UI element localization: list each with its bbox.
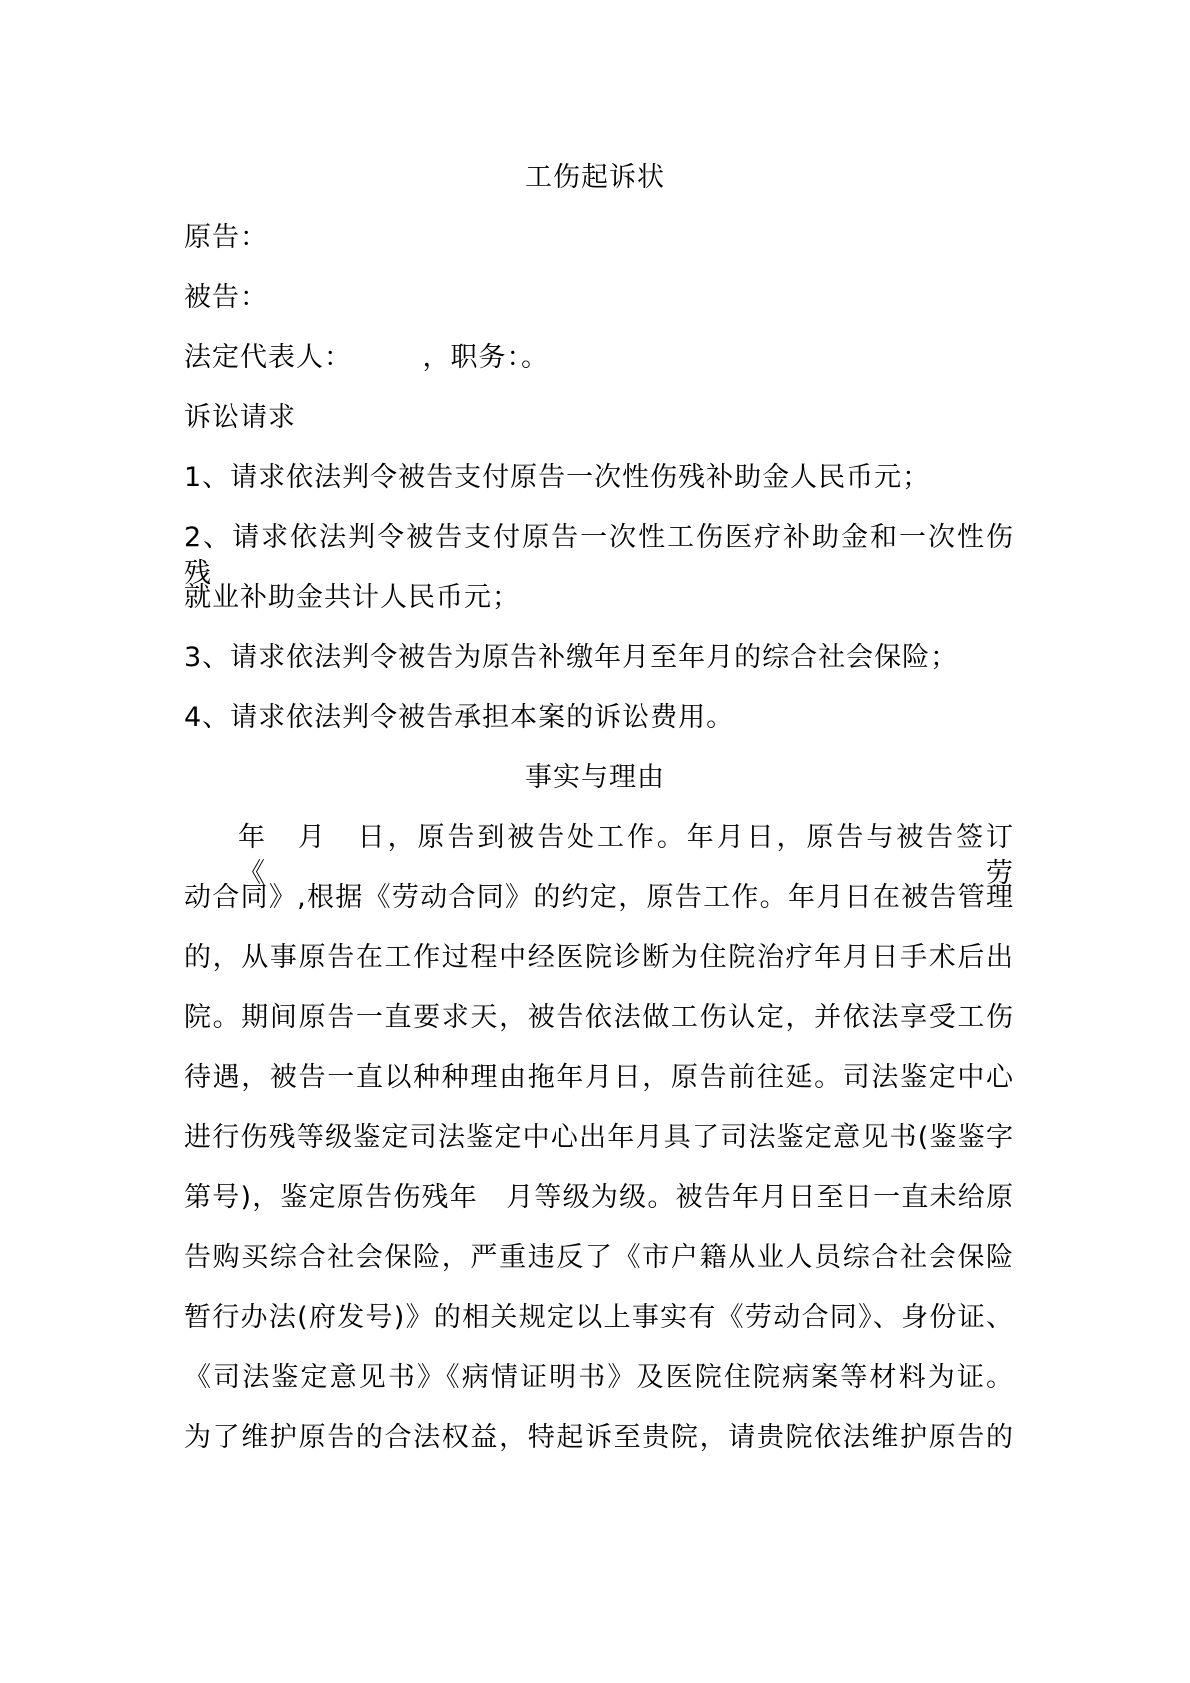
claim-item-2: 2、请求依法判令被告支付原告一次性工伤医疗补助金和一次性伤残 [184,522,1014,589]
claim-item-4: 4、请求依法判令被告承担本案的诉讼费用。 [184,702,735,733]
facts-line: 告购买综合社会保险，严重违反了《市户籍从业人员综合社会保险 [184,1242,1014,1273]
claim-item-3: 3、请求依法判令被告为原告补缴年月至年月的综合社会保险； [184,642,959,673]
facts-heading: 事实与理由 [525,762,665,793]
defendant-label: 被告： [184,282,268,313]
facts-line: 院。期间原告一直要求天，被告依法做工伤认定，并依法享受工伤 [184,1002,1014,1033]
facts-line: 暂行办法(府发号)》的相关规定以上事实有《劳动合同》、身份证、 [184,1302,1014,1333]
claim-item-2-continued: 就业补助金共计人民币元； [184,582,520,613]
plaintiff-label: 原告： [184,222,268,253]
claims-heading: 诉讼请求 [184,402,296,433]
facts-line: 第号)，鉴定原告伤残年 月等级为级。被告年月日至日一直未给原 [184,1182,1014,1213]
document-title: 工伤起诉状 [525,162,665,193]
facts-line: 进行伤残等级鉴定司法鉴定中心出年月具了司法鉴定意见书(鉴鉴字 [184,1122,1014,1153]
facts-line: 《司法鉴定意见书》《病情证明书》及医院住院病案等材料为证。 [184,1362,1014,1393]
facts-line: 的，从事原告在工作过程中经医院诊断为住院治疗年月日手术后出 [184,942,1014,973]
legal-representative-line: 法定代表人： ，职务：。 [184,342,549,373]
claim-item-1: 1、请求依法判令被告支付原告一次性伤残补助金人民币元； [184,462,931,493]
facts-line: 待遇，被告一直以种种理由拖年月日，原告前往延。司法鉴定中心 [184,1062,1014,1093]
facts-line: 动合同》,根据《劳动合同》的约定，原告工作。年月日在被告管理 [184,882,1014,913]
facts-line: 为了维护原告的合法权益，特起诉至贵院，请贵院依法维护原告的 [184,1422,1014,1453]
facts-line: 年 月 日，原告到被告处工作。年月日，原告与被告签订《劳 [238,822,1014,889]
